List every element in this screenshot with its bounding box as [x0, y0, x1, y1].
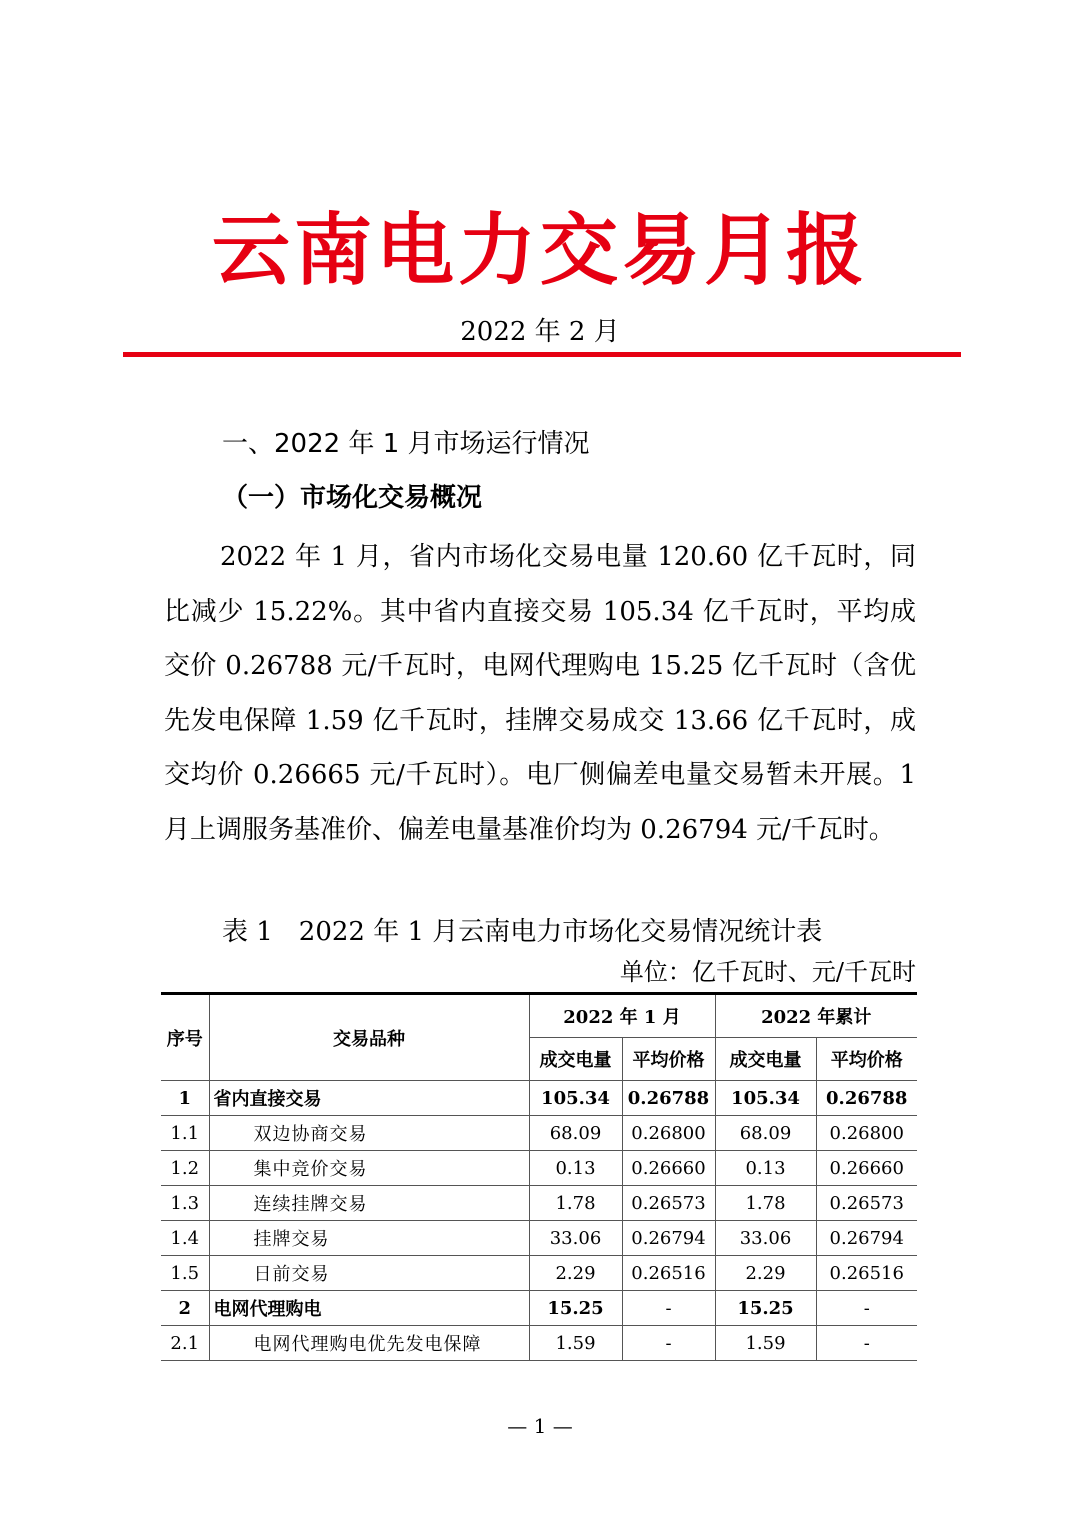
table-row — [161, 1151, 917, 1186]
subsection-heading: （一）市场化交易概况 — [222, 483, 483, 513]
row-volume-month: 1.78 — [529, 1186, 622, 1221]
row-volume-cumulative: 1.78 — [715, 1186, 816, 1221]
row-price-month: 0.26573 — [622, 1186, 715, 1221]
table-row — [161, 1081, 917, 1116]
header-period-month: 2022 年 1 月 — [529, 994, 715, 1038]
row-price-month: 0.26800 — [622, 1116, 715, 1151]
row-price-cumulative: 0.26573 — [816, 1186, 917, 1221]
row-volume-month: 15.25 — [529, 1291, 622, 1326]
table-unit: 单位：亿千瓦时、元/千瓦时 — [619, 958, 916, 986]
row-price-cumulative: 0.26800 — [816, 1116, 917, 1151]
row-volume-month: 1.59 — [529, 1326, 622, 1361]
row-price-month: - — [622, 1326, 715, 1361]
row-volume-cumulative: 1.59 — [715, 1326, 816, 1361]
row-price-month: - — [622, 1291, 715, 1326]
header-volume-cumulative: 成交电量 — [715, 1038, 816, 1081]
table-row — [161, 1116, 917, 1151]
row-volume-month: 2.29 — [529, 1256, 622, 1291]
row-name: 日前交易 — [209, 1256, 529, 1291]
row-price-cumulative: - — [816, 1291, 917, 1326]
trading-stats-table — [161, 992, 917, 1361]
header-variety: 交易品种 — [209, 994, 529, 1081]
header-price-month: 平均价格 — [622, 1038, 715, 1081]
row-volume-cumulative: 105.34 — [715, 1081, 816, 1116]
row-volume-cumulative: 0.13 — [715, 1151, 816, 1186]
row-volume-month: 68.09 — [529, 1116, 622, 1151]
red-divider — [123, 352, 961, 357]
row-seq: 1.5 — [161, 1256, 209, 1291]
row-seq: 2.1 — [161, 1326, 209, 1361]
header-period-cumulative: 2022 年累计 — [715, 994, 917, 1038]
table-row — [161, 1186, 917, 1221]
row-price-month: 0.26794 — [622, 1221, 715, 1256]
row-volume-cumulative: 2.29 — [715, 1256, 816, 1291]
table-row — [161, 1326, 917, 1361]
row-seq: 1.1 — [161, 1116, 209, 1151]
row-name: 挂牌交易 — [209, 1221, 529, 1256]
row-price-month: 0.26516 — [622, 1256, 715, 1291]
overview-paragraph: 2022 年 1 月，省内市场化交易电量 120.60 亿千瓦时，同比减少 15.22%。其中省内直接交易 105.34 亿千瓦时，平均成交价 0.26788 元/千瓦时，电网代理购电 15.25 亿千瓦时（含优先发电保障 1.59 亿千瓦时，挂牌交易成交 13.66 亿千瓦时，成交均价 0.26665 元/千瓦时）。电厂侧偏差电量交易暂未开展。1 月上调服务基准价、偏差电量基准价均为 0.26794 元/千瓦时。 — [164, 542, 916, 845]
row-name: 集中竞价交易 — [209, 1151, 529, 1186]
header-seq: 序号 — [161, 994, 209, 1081]
row-volume-cumulative: 68.09 — [715, 1116, 816, 1151]
row-seq: 2 — [161, 1291, 209, 1326]
row-price-cumulative: - — [816, 1326, 917, 1361]
row-price-cumulative: 0.26788 — [816, 1081, 917, 1116]
row-price-month: 0.26788 — [622, 1081, 715, 1116]
row-price-cumulative: 0.26516 — [816, 1256, 917, 1291]
header-volume-month: 成交电量 — [529, 1038, 622, 1081]
row-name: 双边协商交易 — [209, 1116, 529, 1151]
page-number: — 1 — — [507, 1414, 573, 1438]
row-name: 电网代理购电优先发电保障 — [209, 1326, 529, 1361]
table-row — [161, 1256, 917, 1291]
row-volume-month: 105.34 — [529, 1081, 622, 1116]
row-name: 连续挂牌交易 — [209, 1186, 529, 1221]
table-header-row — [161, 994, 917, 1038]
section-heading: 一、2022 年 1 月市场运行情况 — [222, 429, 590, 459]
row-price-month: 0.26660 — [622, 1151, 715, 1186]
row-price-cumulative: 0.26794 — [816, 1221, 917, 1256]
row-volume-month: 33.06 — [529, 1221, 622, 1256]
report-title: 云南电力交易月报 — [211, 206, 868, 296]
table-row — [161, 1291, 917, 1326]
header-price-cumulative: 平均价格 — [816, 1038, 917, 1081]
row-name: 电网代理购电 — [209, 1291, 529, 1326]
row-seq: 1.4 — [161, 1221, 209, 1256]
row-price-cumulative: 0.26660 — [816, 1151, 917, 1186]
row-volume-cumulative: 15.25 — [715, 1291, 816, 1326]
row-seq: 1 — [161, 1081, 209, 1116]
issue-date: 2022 年 2 月 — [460, 317, 620, 347]
row-name: 省内直接交易 — [209, 1081, 529, 1116]
row-volume-month: 0.13 — [529, 1151, 622, 1186]
row-seq: 1.3 — [161, 1186, 209, 1221]
table-caption: 表 1 2022 年 1 月云南电力市场化交易情况统计表 — [222, 917, 823, 947]
row-seq: 1.2 — [161, 1151, 209, 1186]
row-volume-cumulative: 33.06 — [715, 1221, 816, 1256]
table-row — [161, 1221, 917, 1256]
